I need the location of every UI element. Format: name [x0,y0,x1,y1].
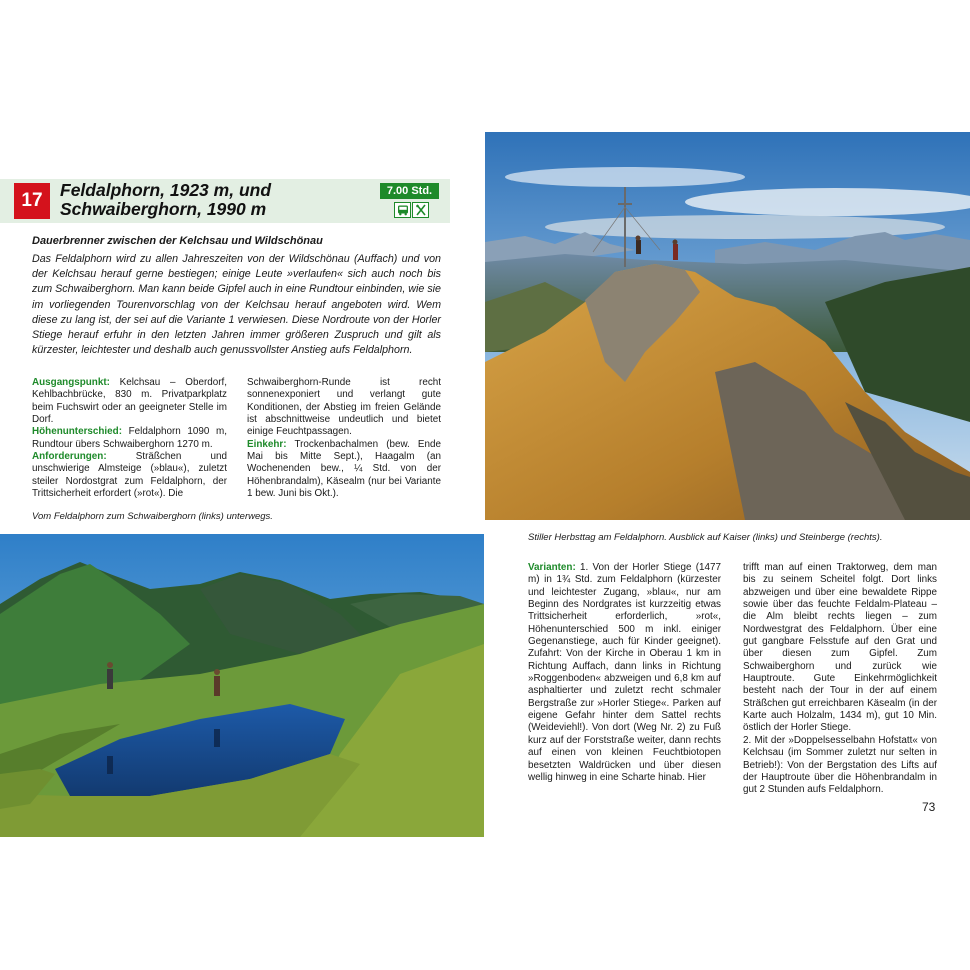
tour-number-badge: 17 [14,183,50,219]
info-hoehenunterschied [32,426,227,451]
summit-photo [485,132,970,520]
text-ausgangspunkt: Kelchsau – Oberdorf, Kehlbachbrücke, 830 m. Privatparkplatz beim Fuchswirt oder an geeigneter Stelle im Dorf. [32,377,227,426]
info-column-right [247,377,441,500]
bus-icon [394,202,411,218]
info-einkehr [247,439,441,501]
text-variante-1-continued: trifft man auf einen Traktorweg, dem man bis zu seinem Scheitel folgt. Dort links abzweigen und über eine bewaldete Rippe sowie über das feuchte Feldalm-Plateau – die Alm bleibt rechts liegen – zum Nordwestgrat des Feldalphorn. Über eine gut gangbare Felsstufe auf den Grat und über diesen zum Gipfel. Zum Schwaiberghorn und zurück wie Hauptroute. Gute Einkehrmöglichkeit besteht nach der Tour in der auf einem Sträßchen gut erreichbaren Käsealm (in der Karte auch Holzalm, 1434 m), gut 10 Min. östlich der Horler Stiege. [743,562,937,734]
tour-subtitle: Dauerbrenner zwischen der Kelchsau und Wildschönau [32,235,323,247]
tour-title-line-1: Feldalphorn, 1923 m, und [60,180,272,200]
label-hoehenunterschied: Höhenunterschied: [32,426,122,438]
label-ausgangspunkt: Ausgangspunkt: [32,377,110,388]
info-anforderungen-continued: Schwaiberghorn-Runde ist recht sonnenexponiert und verlangt gute Konditionen, der Abstieg im freien Gelände ist abschnittweise undeutlich und bietet einige Feuchtpassagen. [247,377,441,438]
tour-title-line-2: Schwaiberghorn, 1990 m [60,199,267,219]
hiking-icon [412,202,429,218]
info-ausgangspunkt [32,377,227,426]
page-number: 73 [922,800,936,814]
text-einkehr: Trockenbachalmen (bew. Ende Mai bis Mitte Sept.), Haagalm (an Wochenenden bew., ¼ Std. von der Höhenbrandalm), Käsealm (nur bei Variante 1 bew. Juni bis Okt.). [247,438,441,500]
label-einkehr: Einkehr: [247,438,287,450]
caption-summit-photo: Stiller Herbsttag am Feldalphorn. Ausblick auf Kaiser (links) und Steinberge (rechts). [528,532,883,543]
lake-photo [0,534,484,837]
text-variante-2: 2. Mit der »Doppelsesselbahn Hofstatt« von Kelchsau (im Sommer zuletzt nur selten in Betrieb!): Von der Bergstation des Lifts auf der Hauptroute über die Höhenbrandalm in gut 2 Stunden aufs Feldalphorn. [743,734,937,796]
caption-lake-photo: Vom Feldalphorn zum Schwaiberghorn (links) unterwegs. [32,511,273,522]
text-hoehenunterschied: Feldalphorn 1090 m, Rundtour übers Schwaiberghorn 1270 m. [32,426,227,450]
duration-badge: 7.00 Std. [380,183,439,199]
variants-column-left [528,562,721,784]
label-anforderungen: Anforderungen: [32,451,107,463]
text-variante-1: 1. Von der Horler Stiege (1477 m) in 1¾ Std. zum Feldalphorn (kürzester und leichtester Zugang, »blau«, nur am Beginn des Nordgrates ist kurzzeitig etwas Trittsicherheit erforderlich, »rot«, Höhenunterschied 500 m inkl. einiger Gegenanstiege, auch für Kinder geeignet). Zufahrt: Von der Kirche in Oberau 1 km in Richtung Auffach, dann links in Richtung »Roggenboden« abzweigen und 6,8 km auf asphaltierter und zuletzt recht schmaler Bergstraße zur »Horler Stiege«. Parken auf eigene Gefahr hinter dem Sattel rechts (Weideviehl!). Von dort (Weg Nr. 2) zu Fuß kurz auf der Forststraße weiter, dann rechts auf einen von kleinen Feuchtbiotopen besetzten Waldrücken und über diesen wellig hinweg in eine Scharte hinab. Hier [528,562,721,783]
info-anforderungen [32,451,227,500]
variants-column-right [743,562,937,797]
intro-paragraph: Das Feldalphorn wird zu allen Jahreszeiten von der Wildschönau (Auffach) und von der Kelchsau herauf gerne bestiegen; einige Leute »verlaufen« sich auch noch bis zum Schwaiberghorn. Man kann beide Gipfel auch in eine Rundtour einbinden, wie sie im vorliegenden Tourenvorschlag von der Kelchsau herauf angeboten wird. Wem diese zu lang ist, der sei auf die Variante 1 verwiesen. Diese Nordroute von der Horler Stiege herauf erfuhr in den letzten Jahren immer größeren Zuspruch und gilt als kürzester, leichtester und deshalb auch genussvollster Anstieg aufs Feldalphorn. [32,253,441,357]
text-anforderungen-part-1: Sträßchen und unschwierige Almsteige (»blau«), zuletzt steiler Nordostgrat zum Feldalphorn, der Trittsicherheit erfordert (»rot«). Die [32,451,227,500]
variants-paragraph-1 [528,562,721,784]
tour-title [60,181,370,219]
info-column-left [32,377,227,500]
label-varianten: Varianten: [528,562,576,573]
